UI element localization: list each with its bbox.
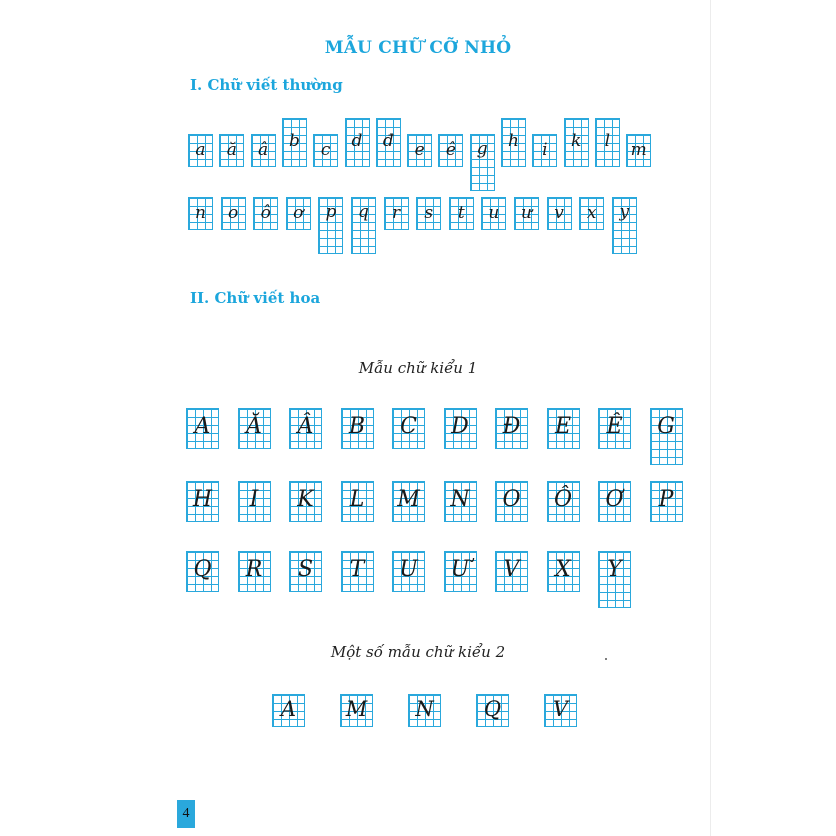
letter-glyph: Ư <box>450 557 470 582</box>
print-speck <box>605 658 607 660</box>
letter-grid-box <box>392 408 425 449</box>
letter-grid-box <box>238 551 271 592</box>
letter-grid-box <box>238 408 271 449</box>
letter-grid-box <box>481 197 506 230</box>
letter-grid-box <box>392 481 425 522</box>
letter-glyph: a <box>195 140 206 160</box>
letter-glyph: n <box>195 203 206 223</box>
letter-glyph: S <box>297 557 314 582</box>
letter-grid-box <box>547 551 580 592</box>
letter-grid-box <box>351 197 376 254</box>
letter-grid-box <box>341 481 374 522</box>
letter-grid-box <box>547 481 580 522</box>
letter-glyph: g <box>476 139 488 159</box>
letter-glyph: l <box>604 131 611 151</box>
page-number: 4 <box>177 800 195 828</box>
letter-glyph: G <box>657 414 675 439</box>
letter-grid-box <box>595 118 620 167</box>
letter-glyph: P <box>658 487 674 512</box>
letter-grid-box <box>579 197 604 230</box>
letter-glyph: v <box>554 203 564 223</box>
letter-grid-box <box>392 551 425 592</box>
page-title: MẪU CHỮ CỠ NHỎ <box>324 38 512 58</box>
letter-grid-box <box>532 134 557 167</box>
letter-grid-box <box>186 551 219 592</box>
letter-glyph: x <box>586 203 597 223</box>
letter-glyph: O <box>502 487 521 512</box>
letter-glyph: ư <box>521 203 532 223</box>
letter-glyph: R <box>245 557 263 582</box>
page-fold-line <box>710 0 711 836</box>
letter-glyph: â <box>258 140 269 160</box>
letter-grid-box <box>564 118 589 167</box>
letter-grid-box <box>186 481 219 522</box>
letter-glyph: B <box>348 414 366 439</box>
letter-glyph: o <box>227 203 239 223</box>
letter-glyph: s <box>424 203 434 223</box>
letter-grid-box <box>514 197 539 230</box>
letter-grid-box <box>495 551 528 592</box>
letter-grid-box <box>289 481 322 522</box>
letter-grid-box <box>407 134 432 167</box>
letter-glyph: e <box>414 140 425 160</box>
letter-glyph: r <box>392 203 401 223</box>
letter-glyph: Ô <box>553 487 573 512</box>
letter-glyph: b <box>288 131 300 151</box>
letter-grid-box <box>598 408 631 449</box>
letter-grid-box <box>470 134 495 191</box>
letter-glyph: Y <box>607 557 622 582</box>
letter-grid-box <box>544 694 577 727</box>
letter-glyph: H <box>192 487 213 512</box>
letter-grid-box <box>612 197 637 254</box>
letter-grid-box <box>219 134 244 167</box>
letter-glyph: T <box>349 557 365 582</box>
letter-glyph: p <box>325 202 337 222</box>
letter-glyph: ơ <box>293 203 304 223</box>
letter-grid-box <box>476 694 509 727</box>
letter-grid-box <box>238 481 271 522</box>
letter-glyph: d <box>351 131 363 151</box>
letter-grid-box <box>598 551 631 608</box>
letter-glyph: Â <box>297 414 314 439</box>
letter-glyph: V <box>552 697 569 721</box>
letter-glyph: ô <box>260 203 271 223</box>
letter-grid-box <box>282 118 307 167</box>
letter-grid-box <box>221 197 246 230</box>
letter-grid-box <box>626 134 651 167</box>
letter-glyph: Q <box>483 697 502 721</box>
letter-glyph: Ê <box>606 414 623 439</box>
letter-glyph: u <box>488 203 500 223</box>
style2-caption: Một số mẫu chữ kiểu 2 <box>330 643 506 661</box>
letter-glyph: C <box>400 414 417 439</box>
letter-glyph: ă <box>226 140 237 160</box>
letter-grid-box <box>186 408 219 449</box>
letter-glyph: Ă <box>246 414 262 439</box>
letter-grid-box <box>416 197 441 230</box>
letter-grid-box <box>650 481 683 522</box>
letter-grid-box <box>444 551 477 592</box>
letter-grid-box <box>444 481 477 522</box>
letter-glyph: M <box>345 697 368 721</box>
letter-glyph: E <box>554 414 572 439</box>
letter-grid-box <box>438 134 463 167</box>
letter-grid-box <box>408 694 441 727</box>
letter-grid-box <box>650 408 683 465</box>
letter-grid-box <box>340 694 373 727</box>
letter-glyph: y <box>619 202 630 222</box>
letter-grid-box <box>286 197 311 230</box>
letter-grid-box <box>345 118 370 167</box>
letter-grid-box <box>547 197 572 230</box>
letter-glyph: Ơ <box>605 487 624 512</box>
letter-glyph: M <box>397 487 420 512</box>
letter-grid-box <box>444 408 477 449</box>
letter-grid-box <box>376 118 401 167</box>
letter-glyph: h <box>508 131 519 151</box>
letter-grid-box <box>313 134 338 167</box>
letter-grid-box <box>449 197 474 230</box>
letter-grid-box <box>272 694 305 727</box>
section-heading-uppercase: II. Chữ viết hoa <box>190 289 321 307</box>
letter-grid-box <box>341 408 374 449</box>
letter-glyph: U <box>399 557 418 582</box>
style1-caption: Mẫu chữ kiểu 1 <box>358 359 478 377</box>
letter-grid-box <box>495 481 528 522</box>
letter-glyph: m <box>630 140 647 160</box>
letter-glyph: đ <box>382 131 394 151</box>
section-heading-lowercase: I. Chữ viết thường <box>190 76 343 94</box>
letter-glyph: A <box>280 697 297 721</box>
letter-grid-box <box>547 408 580 449</box>
letter-glyph: ê <box>445 140 456 160</box>
letter-glyph: L <box>349 487 365 512</box>
letter-glyph: X <box>555 557 571 582</box>
letter-grid-box <box>341 551 374 592</box>
letter-glyph: c <box>320 140 331 160</box>
letter-glyph: i <box>542 140 548 160</box>
letter-grid-box <box>598 481 631 522</box>
letter-glyph: N <box>450 487 470 512</box>
letter-glyph: Q <box>193 557 212 582</box>
letter-grid-box <box>188 134 213 167</box>
letter-grid-box <box>318 197 343 254</box>
letter-grid-box <box>501 118 526 167</box>
letter-glyph: t <box>457 203 465 223</box>
letter-grid-box <box>251 134 276 167</box>
letter-glyph: K <box>297 487 314 512</box>
letter-glyph: k <box>570 131 582 151</box>
letter-glyph: I <box>249 487 259 512</box>
letter-glyph: D <box>451 414 469 439</box>
letter-glyph: q <box>358 202 369 222</box>
letter-grid-box <box>253 197 278 230</box>
letter-glyph: V <box>503 557 520 582</box>
letter-grid-box <box>289 551 322 592</box>
letter-grid-box <box>384 197 409 230</box>
letter-glyph: A <box>194 414 211 439</box>
letter-glyph: N <box>415 697 434 721</box>
letter-grid-box <box>495 408 528 449</box>
letter-glyph: Đ <box>502 414 521 439</box>
letter-grid-box <box>289 408 322 449</box>
letter-grid-box <box>188 197 213 230</box>
